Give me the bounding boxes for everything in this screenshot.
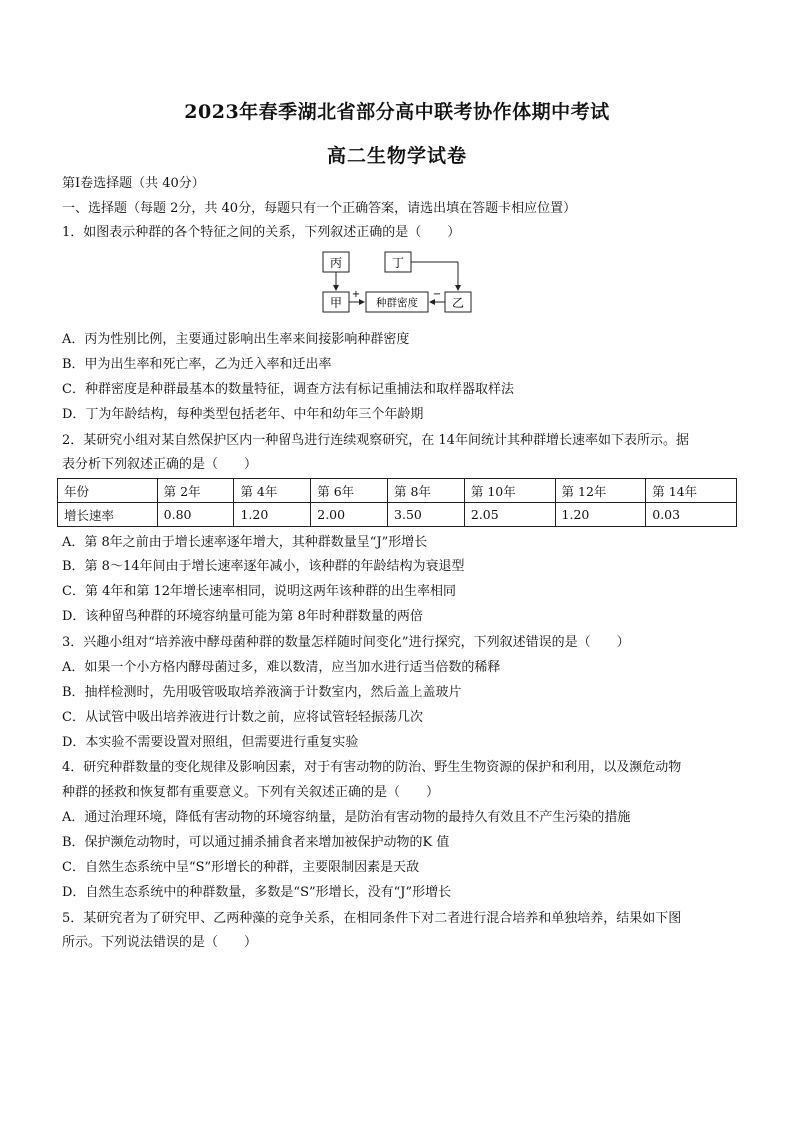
q3-option-d: D．本实验不需要设置对照组，但需要进行重复实验 bbox=[62, 735, 359, 750]
table-header-row bbox=[58, 479, 737, 503]
q3-option-c: C．从试管中吸出培养液进行计数之前，应将试管轻轻振荡几次 bbox=[62, 710, 423, 725]
q2-stem-line2: 表分析下列叙述正确的是（ ） bbox=[62, 457, 258, 472]
table-header-cell: 第 4年 bbox=[234, 479, 311, 503]
table-header-cell: 第 14年 bbox=[646, 479, 737, 503]
table-cell: 0.03 bbox=[646, 503, 737, 527]
table-cell: 2.05 bbox=[464, 503, 555, 527]
q4-stem-line2: 种群的拯救和恢复都有重要意义。下列有关叙述正确的是（ ） bbox=[62, 785, 440, 800]
table-cell: 1.20 bbox=[234, 503, 311, 527]
diagram-label-yi: 乙 bbox=[451, 296, 465, 310]
q3-stem: 3．兴趣小组对“培养液中酵母菌种群的数量怎样随时间变化”进行探究，下列叙述错误的是（ ） bbox=[62, 635, 630, 650]
q1-option-b: B．甲为出生率和死亡率，乙为迁入率和迁出率 bbox=[62, 357, 332, 372]
q5-stem-line2: 所示。下列说法错误的是（ ） bbox=[62, 935, 258, 950]
section-instruction: 一、选择题（每题 2分，共 40分，每题只有一个正确答案，请选出填在答题卡相应位置） bbox=[62, 201, 577, 216]
q1-option-c: C．种群密度是种群最基本的数量特征，调查方法有标记重捕法和取样器取样法 bbox=[62, 382, 514, 397]
table-cell: 0.80 bbox=[157, 503, 234, 527]
table-row bbox=[58, 503, 737, 527]
diagram-label-bing: 丙 bbox=[329, 256, 343, 270]
table-header-cell: 第 8年 bbox=[388, 479, 465, 503]
part-heading: 第Ⅰ卷选择题（共 40分） bbox=[62, 176, 205, 191]
q4-option-d: D．自然生态系统中的种群数量，多数是“S”形增长，没有“J”形增长 bbox=[62, 885, 452, 900]
table-cell: 3.50 bbox=[388, 503, 465, 527]
exam-subtitle: 高二生物学试卷 bbox=[326, 145, 467, 167]
q4-option-a: A．通过治理环境，降低有害动物的环境容纳量，是防治有害动物的最持久有效且不产生污染的措施 bbox=[62, 810, 631, 825]
q4-option-b: B．保护濒危动物时，可以通过捕杀捕食者来增加被保护动物的K 值 bbox=[62, 835, 450, 850]
table-header-cell: 第 6年 bbox=[311, 479, 388, 503]
diagram-minus-sign: − bbox=[432, 289, 442, 300]
table-cell: 增长速率 bbox=[58, 503, 158, 527]
diagram-label-density: 种群密度 bbox=[376, 297, 418, 309]
q2-option-b: B．第 8～14年间由于增长速率逐年减小，该种群的年龄结构为衰退型 bbox=[62, 559, 465, 574]
diagram-label-jia: 甲 bbox=[329, 296, 343, 310]
table-cell: 1.20 bbox=[555, 503, 646, 527]
exam-title: 2023年春季湖北省部分高中联考协作体期中考试 bbox=[184, 101, 610, 123]
q3-option-b: B．抽样检测时，先用吸管吸取培养液滴于计数室内，然后盖上盖玻片 bbox=[62, 685, 462, 700]
q1-stem: 1．如图表示种群的各个特征之间的关系，下列叙述正确的是（ ） bbox=[62, 225, 461, 240]
q4-option-c: C．自然生态系统中呈“S”形增长的种群，主要限制因素是天敌 bbox=[62, 860, 420, 875]
table-cell: 2.00 bbox=[311, 503, 388, 527]
q4-stem-line1: 4．研究种群数量的变化规律及影响因素，对于有害动物的防治、野生生物资源的保护和利用，以及濒危动物 bbox=[62, 760, 682, 775]
table-header-cell: 年份 bbox=[58, 479, 158, 503]
q5-stem-line1: 5．某研究者为了研究甲、乙两种藻的竞争关系，在相同条件下对二者进行混合培养和单独培养，结果如下图 bbox=[62, 911, 682, 926]
table-header-cell: 第 12年 bbox=[555, 479, 646, 503]
q2-option-a: A．第 8年之前由于增长速率逐年增大，其种群数量呈“J”形增长 bbox=[62, 535, 428, 550]
q1-option-d: D．丁为年龄结构，每种类型包括老年、中年和幼年三个年龄期 bbox=[62, 407, 424, 422]
table-header-cell: 第 10年 bbox=[464, 479, 555, 503]
q1-option-a: A．丙为性别比例，主要通过影响出生率来间接影响种群密度 bbox=[62, 332, 410, 347]
q2-option-c: C．第 4年和第 12年增长速率相同，说明这两年该种群的出生率相同 bbox=[62, 584, 457, 599]
population-characteristics-diagram bbox=[318, 247, 478, 319]
q3-option-a: A．如果一个小方格内酵母菌过多，难以数清，应当加水进行适当倍数的稀释 bbox=[62, 660, 501, 675]
q2-option-d: D．该种留鸟种群的环境容纳量可能为第 8年时种群数量的两倍 bbox=[62, 609, 423, 624]
growth-rate-table bbox=[57, 478, 737, 527]
q2-stem-line1: 2．某研究小组对某自然保护区内一种留鸟进行连续观察研究，在 14年间统计其种群增长速率如下表所示。据 bbox=[62, 433, 689, 448]
table-header-cell: 第 2年 bbox=[157, 479, 234, 503]
diagram-label-ding: 丁 bbox=[391, 256, 405, 270]
diagram-plus-sign: + bbox=[351, 289, 361, 300]
